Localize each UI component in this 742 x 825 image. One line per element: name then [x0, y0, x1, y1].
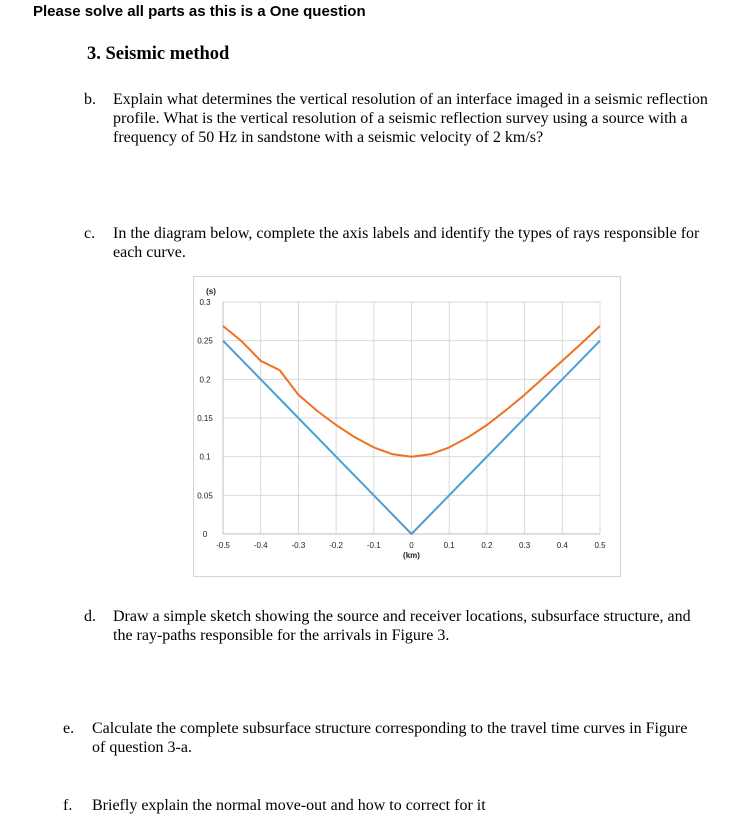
question-c-line-1: In the diagram below, complete the axis labels and identify the types of rays responsible for: [113, 225, 700, 242]
y-tick-label: 0.25: [197, 336, 213, 346]
question-d-label: d.: [84, 608, 96, 625]
x-axis-unit-label: (km): [403, 551, 420, 560]
question-b-line-1: Explain what determines the vertical resolution of an interface imaged in a seismic reflection: [113, 91, 708, 108]
x-tick-label: 0.1: [443, 541, 455, 550]
question-c: [84, 224, 734, 264]
y-tick-label: 0.15: [197, 414, 213, 423]
x-tick-label: 0.2: [481, 541, 493, 550]
question-e-line-2: of question 3-a.: [92, 739, 192, 756]
x-tick-label: -0.1: [366, 541, 381, 550]
y-tick-label: 0: [202, 530, 208, 539]
x-tick-label: -0.4: [253, 541, 268, 550]
question-d-line-1: Draw a simple sketch showing the source and receiver locations, subsurface structure, and: [113, 608, 691, 625]
question-e: [63, 719, 733, 759]
x-tick-label: -0.3: [291, 541, 306, 550]
header-note: Please solve all parts as this is a One question: [33, 3, 366, 20]
y-tick-label: 0.1: [199, 452, 211, 462]
question-d-line-2: the ray-paths responsible for the arrivals in Figure 3.: [113, 627, 450, 644]
x-tick-label: 0.4: [556, 541, 568, 550]
x-tick-label: -0.5: [216, 541, 230, 550]
question-f: [63, 796, 733, 816]
question-b: [84, 90, 734, 150]
x-tick-label: -0.2: [329, 541, 343, 550]
chart-frame: [194, 277, 621, 577]
y-tick-label: 0.2: [199, 375, 211, 385]
section-title: 3. Seismic method: [87, 44, 230, 64]
y-tick-label: 0.05: [197, 491, 213, 501]
y-tick-label: 0.3: [199, 298, 211, 307]
question-f-label: f.: [63, 797, 73, 814]
question-d: [84, 607, 734, 647]
x-tick-label: 0.3: [519, 541, 531, 550]
x-tick-label: 0.5: [594, 541, 606, 550]
question-c-line-2: each curve.: [113, 244, 186, 261]
x-tick-label: 0: [409, 541, 414, 550]
question-b-label: b.: [84, 91, 96, 108]
y-axis-unit-label: (s): [206, 287, 216, 296]
question-b-line-3: frequency of 50 Hz in sandstone with a seismic velocity of 2 km/s?: [113, 129, 544, 146]
question-e-line-1: Calculate the complete subsurface structure corresponding to the travel time curves in Figure: [92, 720, 688, 737]
question-b-line-2: profile. What is the vertical resolution of a seismic reflection survey using a source with a: [113, 110, 688, 127]
question-f-line-1: Briefly explain the normal move-out and how to correct for it: [92, 797, 486, 814]
question-c-label: c.: [84, 225, 96, 242]
question-e-label: e.: [63, 720, 75, 737]
travel-time-chart: [193, 276, 621, 577]
